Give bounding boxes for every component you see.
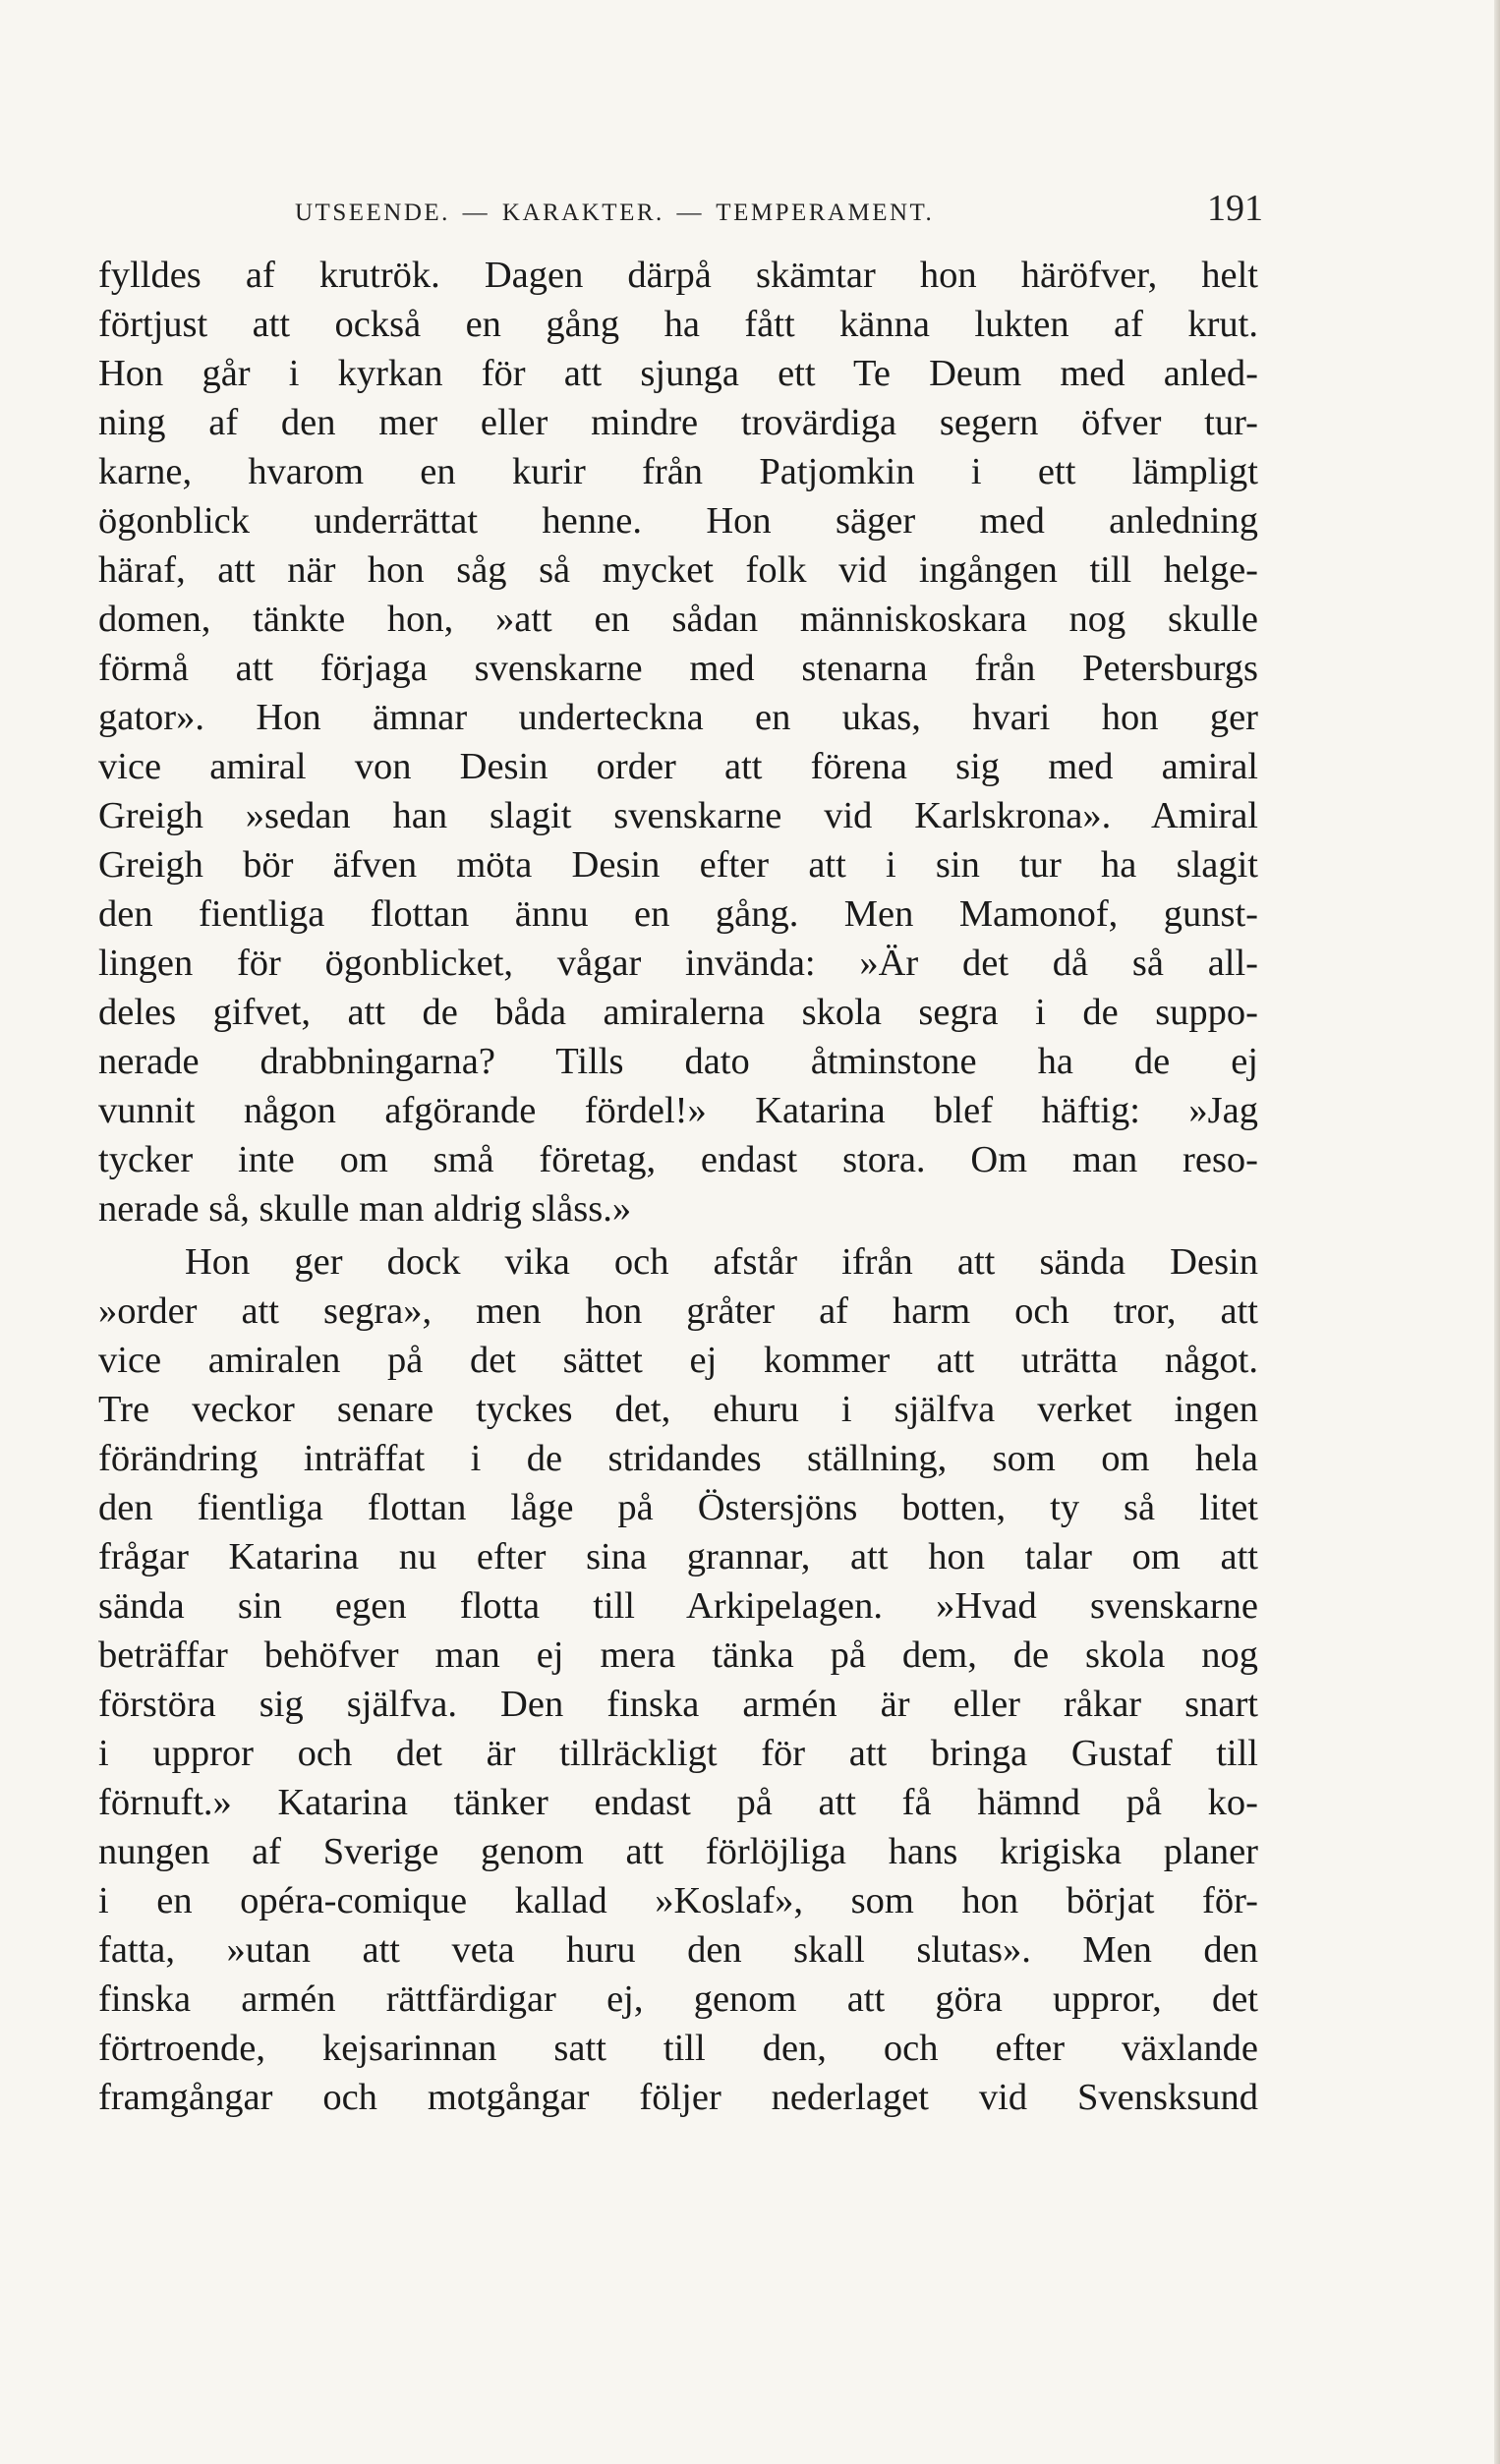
text-line: Hon går i kyrkan för att sjunga ett Te Deum med anled-	[98, 353, 1258, 394]
text-line: i uppror och det är tillräckligt för att bringa Gustaf till	[98, 1733, 1258, 1774]
text-line: nungen af Sverige genom att förlöjliga hans krigiska planer	[98, 1831, 1258, 1872]
text-line: Greigh »sedan han slagit svenskarne vid Karlskrona». Amiral	[98, 795, 1258, 836]
body-text	[98, 251, 1258, 2122]
text-line: förändring inträffat i de stridandes ställning, som om hela	[98, 1438, 1258, 1479]
paragraph-1	[98, 251, 1258, 1233]
page-number: 191	[1207, 188, 1263, 229]
text-line: Hon ger dock vika och afstår ifrån att sända Desin	[185, 1241, 1258, 1283]
text-line: Tre veckor senare tyckes det, ehuru i själfva verket ingen	[98, 1389, 1258, 1430]
text-line: häraf, att när hon såg så mycket folk vid ingången till helge-	[98, 549, 1258, 591]
text-line: »order att segra», men hon gråter af harm och tror, att	[98, 1290, 1258, 1332]
page-edge	[1494, 0, 1500, 2464]
text-line: förstöra sig själfva. Den finska armén är eller råkar snart	[98, 1684, 1258, 1725]
text-line: vice amiral von Desin order att förena sig med amiral	[98, 746, 1258, 787]
text-line: lingen för ögonblicket, vågar invända: »Är det då så all-	[98, 943, 1258, 984]
running-head: UTSEENDE. — KARAKTER. — TEMPERAMENT.	[295, 200, 935, 226]
text-line: förmå att förjaga svenskarne med stenarna från Petersburgs	[98, 648, 1258, 689]
text-line: nerade så, skulle man aldrig slåss.»	[98, 1188, 632, 1230]
text-line: fatta, »utan att veta huru den skall slutas». Men den	[98, 1929, 1258, 1971]
text-line: domen, tänkte hon, »att en sådan människoskara nog skulle	[98, 599, 1258, 640]
text-line: beträffar behöfver man ej mera tänka på dem, de skola nog	[98, 1634, 1258, 1676]
text-line: förnuft.» Katarina tänker endast på att få hämnd på ko-	[98, 1782, 1258, 1823]
text-line: i en opéra-comique kallad »Koslaf», som hon börjat för-	[98, 1880, 1258, 1921]
text-line: den fientliga flottan ännu en gång. Men Mamonof, gunst-	[98, 893, 1258, 935]
text-line: framgångar och motgångar följer nederlaget vid Svensksund	[98, 2077, 1258, 2118]
text-line: vunnit någon afgörande fördel!» Katarina blef häftig: »Jag	[98, 1090, 1258, 1131]
text-line: tycker inte om små företag, endast stora. Om man reso-	[98, 1139, 1258, 1180]
text-line: förtjust att också en gång ha fått känna lukten af krut.	[98, 304, 1258, 345]
page-header	[295, 187, 1263, 236]
text-line: finska armén rättfärdigar ej, genom att göra uppror, det	[98, 1978, 1258, 2020]
text-line: den fientliga flottan låge på Östersjöns botten, ty så litet	[98, 1487, 1258, 1528]
text-line: karne, hvarom en kurir från Patjomkin i ett lämpligt	[98, 451, 1258, 492]
text-line: vice amiralen på det sättet ej kommer att uträtta något.	[98, 1340, 1258, 1381]
text-line: förtroende, kejsarinnan satt till den, och efter växlande	[98, 2028, 1258, 2069]
text-line: Greigh bör äfven möta Desin efter att i sin tur ha slagit	[98, 844, 1258, 886]
text-line: nerade drabbningarna? Tills dato åtminstone ha de ej	[98, 1041, 1258, 1082]
text-line: ning af den mer eller mindre trovärdiga segern öfver tur-	[98, 402, 1258, 443]
text-line: fylldes af krutrök. Dagen därpå skämtar hon häröfver, helt	[98, 255, 1258, 296]
text-line: frågar Katarina nu efter sina grannar, att hon talar om att	[98, 1536, 1258, 1577]
text-line: sända sin egen flotta till Arkipelagen. »Hvad svenskarne	[98, 1585, 1258, 1627]
text-line: ögonblick underrättat henne. Hon säger med anledning	[98, 500, 1258, 542]
paragraph-2	[98, 1237, 1258, 2122]
text-line: deles gifvet, att de båda amiralerna skola segra i de suppo-	[98, 992, 1258, 1033]
text-line: gator». Hon ämnar underteckna en ukas, hvari hon ger	[98, 697, 1258, 738]
